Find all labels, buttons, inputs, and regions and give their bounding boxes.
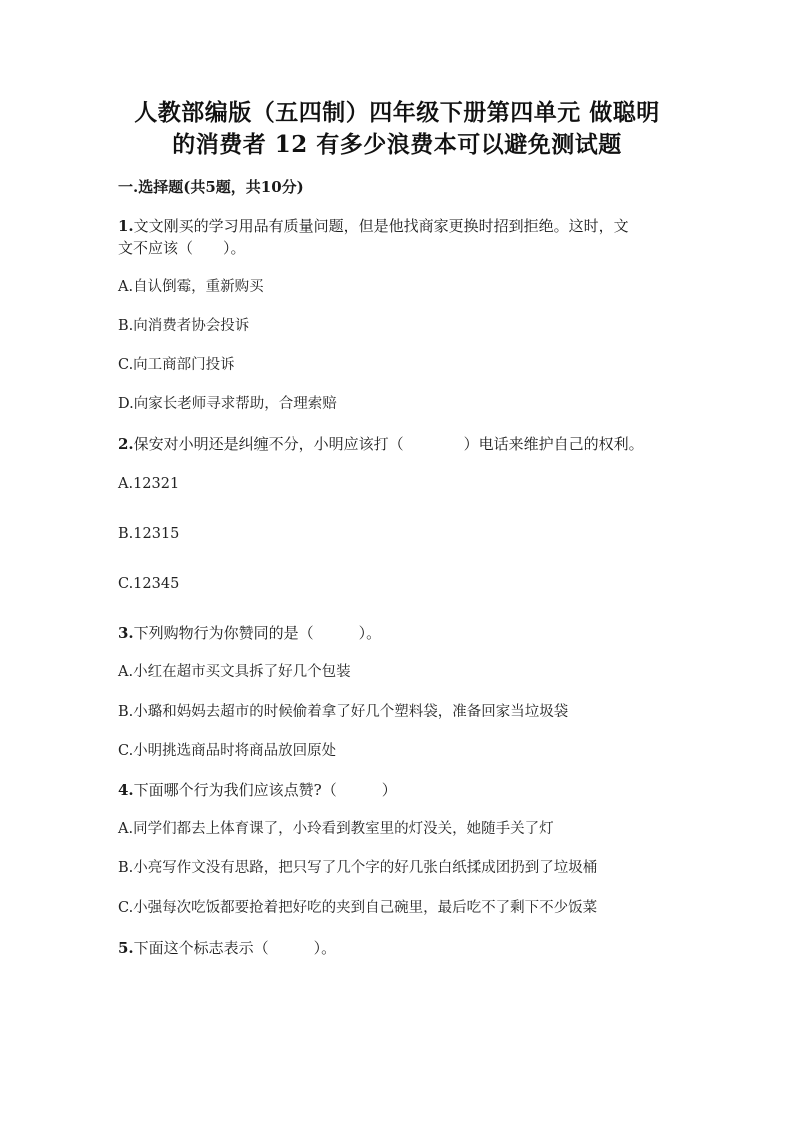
question-3 [118, 623, 381, 643]
question-1-text-line-2: 文不应该（ ）。 [118, 239, 246, 257]
question-2 [118, 434, 644, 454]
question-2-option-b: B.12315 [118, 526, 180, 542]
question-1-option-b: B.向消费者协会投诉 [118, 318, 250, 334]
question-number: 4. [118, 781, 134, 799]
question-1-option-c: C.向工商部门投诉 [118, 357, 235, 373]
question-text: 下面哪个行为我们应该点赞?（ ） [133, 781, 397, 799]
question-number: 2. [118, 435, 134, 453]
question-3-option-b: B.小璐和妈妈去超市的时候偷着拿了好几个塑料袋，准备回家当垃圾袋 [118, 704, 569, 720]
question-1 [118, 216, 629, 236]
question-number: 5. [118, 939, 134, 957]
question-1-option-d: D.向家长老师寻求帮助，合理索赔 [118, 396, 337, 412]
question-4 [118, 780, 397, 800]
question-4-option-c: C.小强每次吃饭都要抢着把好吃的夹到自己碗里，最后吃不了剩下不少饭菜 [118, 900, 598, 916]
question-number: 1. [118, 217, 134, 235]
question-text: 下面这个标志表示（ ）。 [133, 939, 337, 957]
question-2-option-c: C.12345 [118, 576, 180, 592]
question-text: 保安对小明还是纠缠不分，小明应该打（ ）电话来维护自己的权利。 [133, 435, 644, 453]
question-2-option-a: A.12321 [118, 476, 180, 492]
document-title-line-1: 人教部编版（五四制）四年级下册第四单元 做聪明 [134, 99, 660, 126]
question-3-option-a: A.小红在超市买文具拆了好几个包装 [118, 664, 351, 680]
question-number: 3. [118, 624, 134, 642]
question-4-option-b: B.小亮写作文没有思路，把只写了几个字的好几张白纸揉成团扔到了垃圾桶 [118, 860, 598, 876]
question-1-option-a: A.自认倒霉，重新购买 [118, 279, 264, 295]
question-5 [118, 938, 336, 958]
document-title-line-2: 的消费者 12 有多少浪费本可以避免测试题 [172, 131, 622, 158]
question-3-option-c: C.小明挑选商品时将商品放回原处 [118, 743, 337, 759]
question-4-option-a: A.同学们都去上体育课了，小玲看到教室里的灯没关，她随手关了灯 [118, 821, 554, 837]
section-heading: 一.选择题(共5题，共10分) [118, 178, 304, 196]
question-text: 下列购物行为你赞同的是（ ）。 [133, 624, 382, 642]
question-text: 文文刚买的学习用品有质量问题，但是他找商家更换时招到拒绝。这时，文 [133, 217, 629, 235]
